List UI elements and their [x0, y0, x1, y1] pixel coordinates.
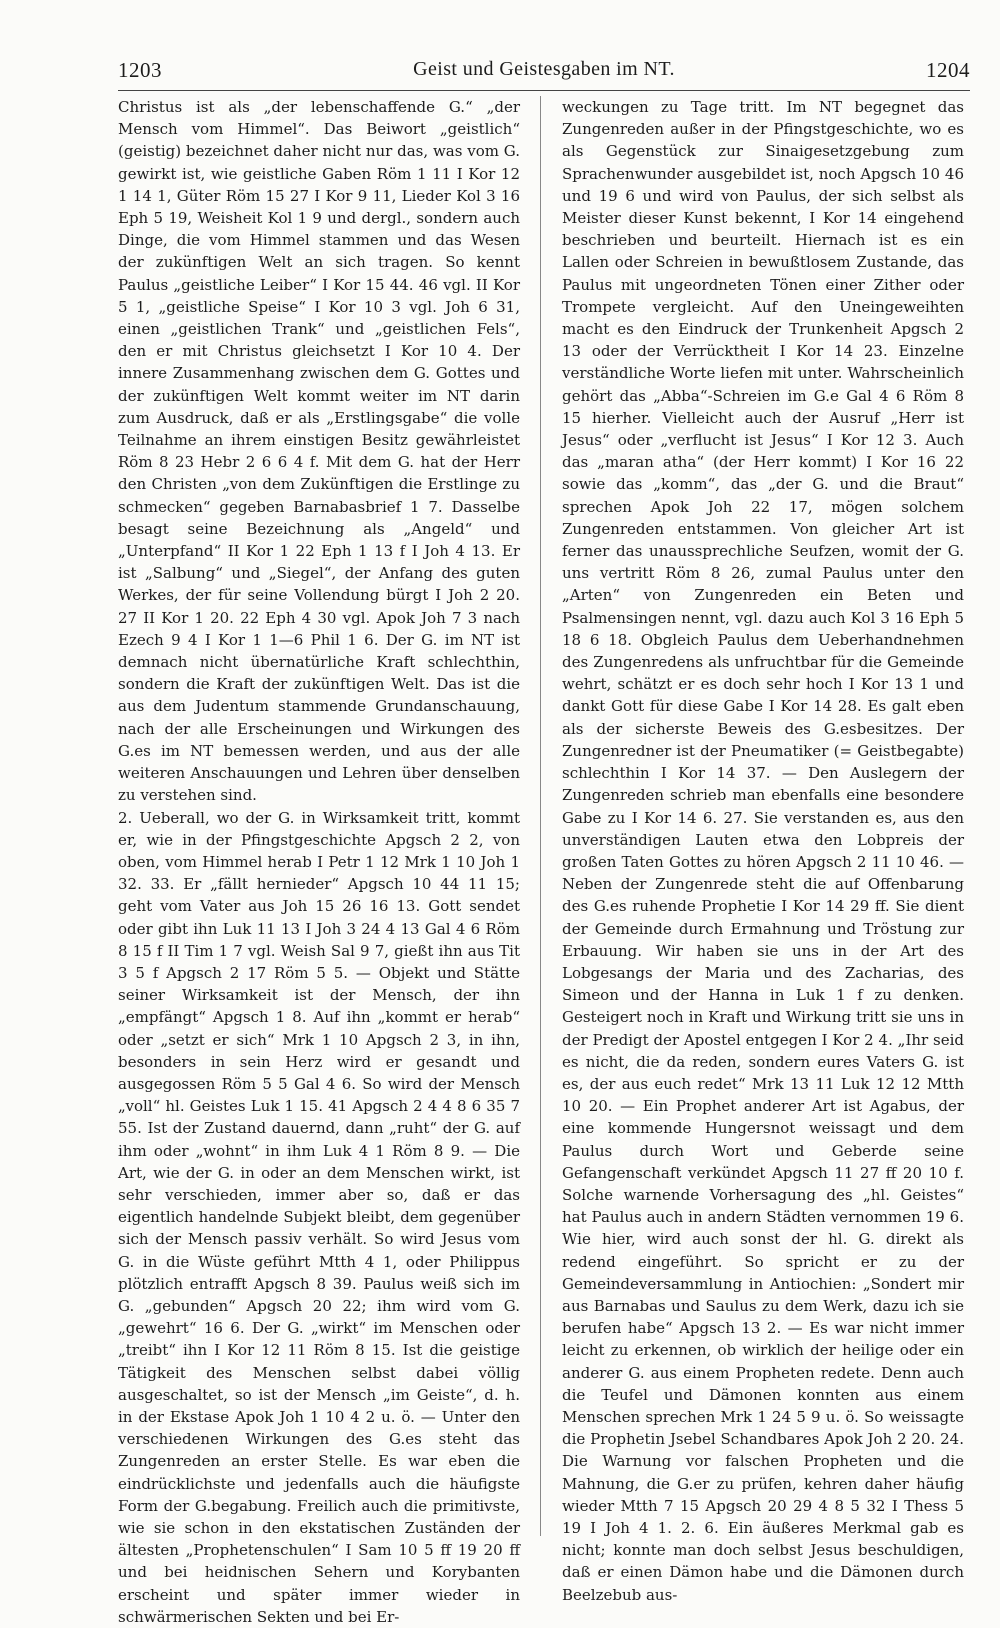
header-rule	[118, 90, 970, 91]
running-title: Geist und Geistesgaben im NT.	[118, 58, 970, 81]
column-divider	[540, 96, 541, 1536]
right-paragraph-1: weckungen zu Tage tritt. Im NT begegnet das Zungenreden außer in der Pfingstgeschichte, wo es als Gegenstück zur Sinaigesetzgebung zum Sprachenwunder ausgebildet ist, noch Apgsch 10 46 und 19 6 und wird von Paulus, der sich selbst als Meister dieser Kunst bekennt, I Kor 14 eingehend beschrieben und beurteilt. Hiernach ist es ein Lallen oder Schreien in bewußtlosem Zustande, das Paulus mit ungeordneten Tönen einer Zither oder Trompete vergleicht. Auf den Uneingeweihten macht es den Eindruck der Trunkenheit Apgsch 2 13 oder der Verrücktheit I Kor 14 23. Einzelne verständliche Worte liefen mit unter. Wahrscheinlich gehört das „Abba“-Schreien im G.e Gal 4 6 Röm 8 15 hierher. Vielleicht auch der Ausruf „Herr ist Jesus“ oder „verflucht ist Jesus“ I Kor 12 3. Auch das „maran atha“ (der Herr kommt) I Kor 16 22 sowie das „komm“, das „der G. und die Braut“ sprechen Apok Joh 22 17, mögen solchem Zungenreden entstammen. Von gleicher Art ist ferner das unaussprechliche Seufzen, womit der G. uns vertritt Röm 8 26, zumal Paulus unter den „Arten“ von Zungenreden ein Beten und Psalmensingen nennt, vgl. dazu auch Kol 3 16 Eph 5 18 6 18. Obgleich Paulus dem Ueberhandnehmen des Zungenredens als unfruchtbar für die Gemeinde wehrt, schätzt er es doch sehr hoch I Kor 13 1 und dankt Gott für diese Gabe I Kor 14 28. Es galt eben als der sicherste Beweis des G.esbesitzes. Der Zungenredner ist der Pneumatiker (= Geistbegabte) schlechthin I Kor 14 37. — Den Auslegern der Zungenreden schrieb man ebenfalls eine besondere Gabe zu I Kor 14 6. 27. Sie verstanden es, aus den unverständigen Lauten etwa den Lobpreis der großen Taten Gottes zu hören Apgsch 2 11 10 46. — Neben der Zungenrede steht die auf Offenbarung des G.es ruhende Prophetie I Kor 14 29 ff. Sie dient der Gemeinde durch Ermahnung und Tröstung zur Erbauung. Wir haben sie uns in der Art des Lobgesangs der Maria und des Zacharias, des Simeon und der Hanna in Luk 1 f zu denken. Gesteigert noch in Kraft und Wirkung tritt sie uns in der Predigt der Apostel entgegen I Kor 2 4. „Ihr seid es nicht, die da reden, sondern eures Vaters G. ist es, der aus euch redet“ Mrk 13 11 Luk 12 12 Mtth 10 20. — Ein Prophet anderer Art ist Agabus, der eine kommende Hungersnot weissagt und dem Paulus durch Wort und Geberde seine Gefangenschaft verkündet Apgsch 11 27 ff 20 10 f. Solche warnende Vorhersagung des „hl. Geistes“ hat Paulus auch in andern Städten vernommen 19 6. Wie hier, wird auch sonst der hl. G. direkt als redend eingeführt. So spricht er zu der Gemeindeversammlung in Antiochien: „Sondert mir aus Barnabas und Saulus zu dem Werk, dazu ich sie berufen habe“ Apgsch 13 2. — Es war nicht immer leicht zu erkennen, ob wirklich der heilige oder ein anderer G. aus einem Propheten redete. Denn auch die Teufel und Dämonen konnten aus einem Menschen sprechen Mrk 1 24 5 9 u. ö. So weissagte die Prophetin Jsebel Schandbares Apok Joh 2 20. 24. Die Warnung vor falschen Propheten und die Mahnung, die G.er zu prüfen, kehren daher häufig wieder Mtth 7 15 Apgsch 20 29 4 8 5 32 I Thess 5 19 I Joh 4 1. 2. 6. Ein äußeres Merkmal gab es nicht; konnte man doch selbst Jesus beschuldigen, daß er einen Dämon habe und die Dämonen durch Beelzebub aus-	[562, 96, 964, 1606]
page-number-left: 1203	[118, 58, 162, 83]
page-header	[118, 58, 970, 86]
right-column	[562, 96, 964, 1541]
page-number-right: 1204	[926, 58, 970, 83]
left-paragraph-1: Christus ist als „der lebenschaffende G.“ „der Mensch vom Himmel“. Das Beiwort „geistlich“ (geistig) bezeichnet daher nicht nur das, was vom G. gewirkt ist, wie geistliche Gaben Röm 1 11 I Kor 12 1 14 1, Güter Röm 15 27 I Kor 9 11, Lieder Kol 3 16 Eph 5 19, Weisheit Kol 1 9 und dergl., sondern auch Dinge, die vom Himmel stammen und das Wesen der zukünftigen Welt an sich tragen. So kennt Paulus „geistliche Leiber“ I Kor 15 44. 46 vgl. II Kor 5 1, „geistliche Speise“ I Kor 10 3 vgl. Joh 6 31, einen „geistlichen Trank“ und „geistlichen Fels“, den er mit Christus gleichsetzt I Kor 10 4. Der innere Zusammenhang zwischen dem G. Gottes und der zukünftigen Welt kommt weiter im NT darin zum Ausdruck, daß er als „Erstlingsgabe“ die volle Teilnahme an ihrem einstigen Besitz gewährleistet Röm 8 23 Hebr 2 6 6 4 f. Mit dem G. hat der Herr den Christen „von dem Zukünftigen die Erstlinge zu schmecken“ gegeben Barnabasbrief 1 7. Dasselbe besagt seine Bezeichnung als „Angeld“ und „Unterpfand“ II Kor 1 22 Eph 1 13 f I Joh 4 13. Er ist „Salbung“ und „Siegel“, der Anfang des guten Werkes, der für seine Vollendung bürgt I Joh 2 20. 27 II Kor 1 20. 22 Eph 4 30 vgl. Apok Joh 7 3 nach Ezech 9 4 I Kor 1 1—6 Phil 1 6. Der G. im NT ist demnach nicht übernatürliche Kraft schlechthin, sondern die Kraft der zukünftigen Welt. Das ist die aus dem Judentum stammende Grundanschauung, nach der alle Erscheinungen und Wirkungen des G.es im NT bemessen werden, und aus der alle weiteren Anschauungen und Lehren über denselben zu verstehen sind.	[118, 96, 520, 807]
left-paragraph-2: 2. Ueberall, wo der G. in Wirksamkeit tritt, kommt er, wie in der Pfingstgeschichte Apgsch 2 2, von oben, vom Himmel herab I Petr 1 12 Mrk 1 10 Joh 1 32. 33. Er „fällt hernieder“ Apgsch 10 44 11 15; geht vom Vater aus Joh 15 26 16 13. Gott sendet oder gibt ihn Luk 11 13 I Joh 3 24 4 13 Gal 4 6 Röm 8 15 f II Tim 1 7 vgl. Weish Sal 9 7, gießt ihn aus Tit 3 5 f Apgsch 2 17 Röm 5 5. — Objekt und Stätte seiner Wirksamkeit ist der Mensch, der ihn „empfängt“ Apgsch 1 8. Auf ihn „kommt er herab“ oder „setzt er sich“ Mrk 1 10 Apgsch 2 3, in ihn, besonders in sein Herz wird er gesandt und ausgegossen Röm 5 5 Gal 4 6. So wird der Mensch „voll“ hl. Geistes Luk 1 15. 41 Apgsch 2 4 4 8 6 35 7 55. Ist der Zustand dauernd, dann „ruht“ der G. auf ihm oder „wohnt“ in ihm Luk 4 1 Röm 8 9. — Die Art, wie der G. in oder an dem Menschen wirkt, ist sehr verschieden, immer aber so, daß er das eigentlich handelnde Subjekt bleibt, dem gegenüber sich der Mensch passiv verhält. So wird Jesus vom G. in die Wüste geführt Mtth 4 1, oder Philippus plötzlich entrafft Apgsch 8 39. Paulus weiß sich im G. „gebunden“ Apgsch 20 22; ihm wird vom G. „gewehrt“ 16 6. Der G. „wirkt“ im Menschen oder „treibt“ ihn I Kor 12 11 Röm 8 15. Ist die geistige Tätigkeit des Menschen selbst dabei völlig ausgeschaltet, so ist der Mensch „im Geiste“, d. h. in der Ekstase Apok Joh 1 10 4 2 u. ö. — Unter den verschiedenen Wirkungen des G.es steht das Zungenreden an erster Stelle. Es war eben die eindrücklichste und jedenfalls auch die häufigste Form der G.begabung. Freilich auch die primitivste, wie sie schon in den ekstatischen Zuständen der ältesten „Prophetenschulen“ I Sam 10 5 ff 19 20 ff und bei heidnischen Sehern und Korybanten erscheint und später immer wieder in schwärmerischen Sekten und bei Er-	[118, 807, 520, 1628]
left-column	[118, 96, 520, 1541]
